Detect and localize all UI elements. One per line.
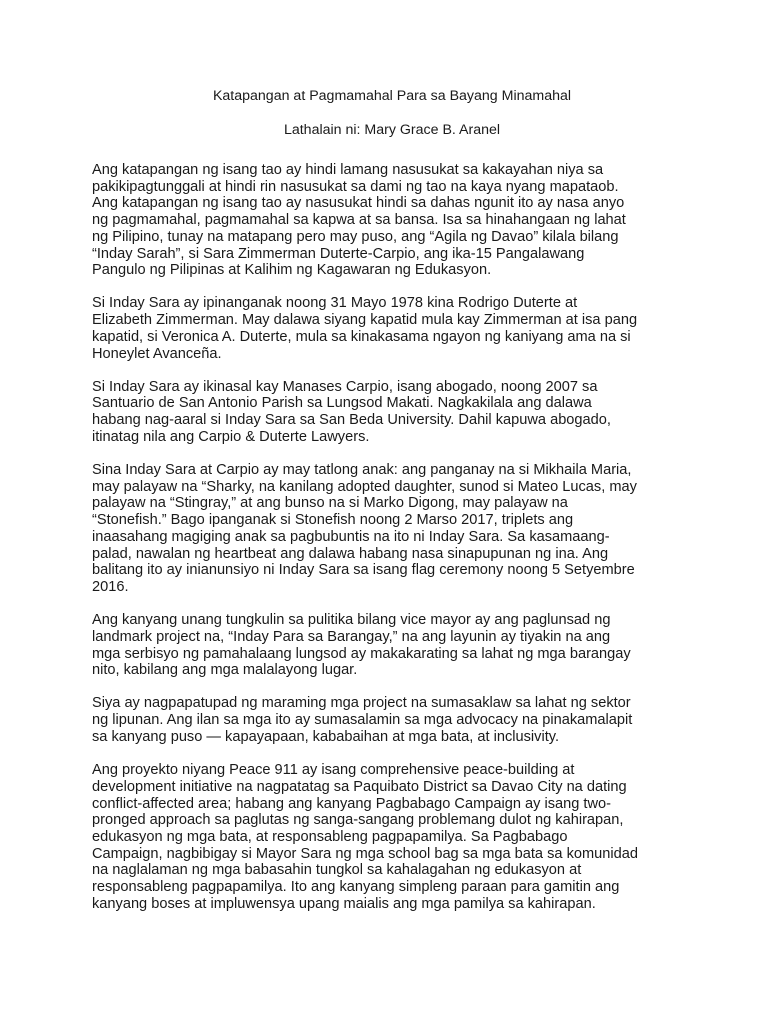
paragraph-line: nito, kabilang ang mga malalayong lugar.	[92, 662, 358, 679]
body-paragraph	[92, 762, 692, 912]
document-title: Katapangan at Pagmamahal Para sa Bayang Minamahal	[212, 88, 572, 104]
paragraph-line: Santuario de San Antonio Parish sa Lungsod Makati. Nagkakilala ang dalawa	[92, 395, 592, 412]
paragraph-line: Ang katapangan ng isang tao ay nasusukat hindi sa dahas ngunit ito ay nasa anyo	[92, 195, 625, 212]
paragraph-line: Ang katapangan ng isang tao ay hindi lamang nasusukat sa kakayahan niya sa	[92, 162, 604, 178]
paragraph-line: pronged approach sa paglutas ng sanga-sangang problemang dulot ng kahirapan,	[92, 812, 624, 829]
paragraph-line: kapatid, si Veronica A. Duterte, mula sa kinakasama ngayon ng kaniyang ama na si	[92, 328, 631, 345]
paragraph-line: conflict-affected area; habang ang kanyang Pagbabago Campaign ay isang two-	[92, 795, 611, 812]
paragraph-line: palayaw na “Stingray,” at ang bunso na si Marko Digong, may palayaw na	[92, 495, 568, 512]
paragraph-line: Siya ay nagpapatupad ng maraming mga project na sumasaklaw sa lahat ng sektor	[92, 695, 631, 712]
document-body	[92, 162, 692, 912]
body-paragraph	[92, 379, 692, 446]
paragraph-line: na naglalaman ng mga babasahin tungkol sa kahalagahan ng edukasyon at	[92, 862, 582, 879]
paragraph-line: Si Inday Sara ay ipinanganak noong 31 Mayo 1978 kina Rodrigo Duterte at	[92, 295, 578, 312]
paragraph-line: habang nag-aaral si Inday Sara sa San Beda University. Dahil kapuwa abogado,	[92, 412, 611, 429]
paragraph-line: Si Inday Sara ay ikinasal kay Manases Carpio, isang abogado, noong 2007 sa	[92, 378, 598, 395]
paragraph-line: Sina Inday Sara at Carpio ay may tatlong anak: ang panganay na si Mikhaila Maria,	[92, 462, 632, 479]
paragraph-line: Pangulo ng Pilipinas at Kalihim ng Kagawaran ng Edukasyon.	[92, 262, 492, 279]
body-paragraph	[92, 462, 692, 596]
document-page	[92, 86, 692, 929]
body-paragraph	[92, 162, 692, 279]
paragraph-line: kanyang boses at impluwensya upang maialis ang mga pamilya sa kahirapan.	[92, 895, 596, 912]
paragraph-line: mga serbisyo ng pamahalaang lungsod ay makakarating sa lahat ng mga barangay	[92, 645, 631, 662]
paragraph-line: itinatag nila ang Carpio & Duterte Lawyers.	[92, 428, 370, 445]
paragraph-line: sa kanyang puso — kapayapaan, kababaihan at mga bata, at inclusivity.	[92, 728, 560, 745]
body-paragraph	[92, 295, 692, 362]
paragraph-line: Honeylet Avanceña.	[92, 345, 222, 362]
body-paragraph	[92, 695, 692, 745]
paragraph-line: ng pagmamahal, pagmamahal sa kapwa at sa bansa. Isa sa hinahangaan ng lahat	[92, 212, 626, 229]
paragraph-line: Elizabeth Zimmerman. May dalawa siyang kapatid mula kay Zimmerman at isa pang	[92, 312, 638, 329]
paragraph-line: inaasahang magiging anak sa pagbubuntis na ito ni Inday Sara. Sa kasamaang-	[92, 528, 610, 545]
paragraph-line: Ang kanyang unang tungkulin sa pulitika bilang vice mayor ay ang paglunsad ng	[92, 612, 611, 629]
paragraph-line: landmark project na, “Inday Para sa Barangay,” na ang layunin ay tiyakin na ang	[92, 628, 611, 645]
paragraph-line: Ang proyekto niyang Peace 911 ay isang comprehensive peace-building at	[92, 762, 575, 779]
paragraph-line: Campaign, nagbibigay si Mayor Sara ng mga school bag sa mga bata sa komunidad	[92, 845, 638, 862]
paragraph-line: balitang ito ay inianunsiyo ni Inday Sara sa isang flag ceremony noong 5 Setyembre	[92, 562, 635, 579]
paragraph-line: responsableng pagpapamilya. Ito ang kanyang simpleng paraan para gamitin ang	[92, 879, 620, 896]
paragraph-line: may palayaw na “Sharky, na kanilang adopted daughter, sunod si Mateo Lucas, may	[92, 478, 637, 495]
body-paragraph	[92, 612, 692, 679]
paragraph-line: palad, nawalan ng heartbeat ang dalawa habang nasa sinapupunan ng ina. Ang	[92, 545, 609, 562]
paragraph-line: edukasyon ng mga bata, at responsableng pagpapamilya. Sa Pagbabago	[92, 828, 568, 845]
paragraph-line: ng lipunan. Ang ilan sa mga ito ay sumasalamin sa mga advocacy na pinakamalapit	[92, 712, 633, 729]
paragraph-line: 2016.	[92, 578, 129, 595]
paragraph-line: development initiative na nagpatatag sa Paquibato District sa Davao City na dating	[92, 778, 627, 795]
paragraph-line: pakikipagtunggali at hindi rin nasusukat sa dami ng tao na kaya nyang mapataob.	[92, 178, 619, 195]
document-byline: Lathalain ni: Mary Grace B. Aranel	[283, 122, 501, 138]
paragraph-line: ng Pilipino, tunay na matapang pero may puso, ang “Agila ng Davao” kilala bilang	[92, 228, 619, 245]
paragraph-line: “Stonefish.” Bago ipanganak si Stonefish noong 2 Marso 2017, triplets ang	[92, 512, 574, 529]
paragraph-line: “Inday Sarah”, si Sara Zimmerman Duterte-Carpio, ang ika-15 Pangalawang	[92, 245, 585, 262]
